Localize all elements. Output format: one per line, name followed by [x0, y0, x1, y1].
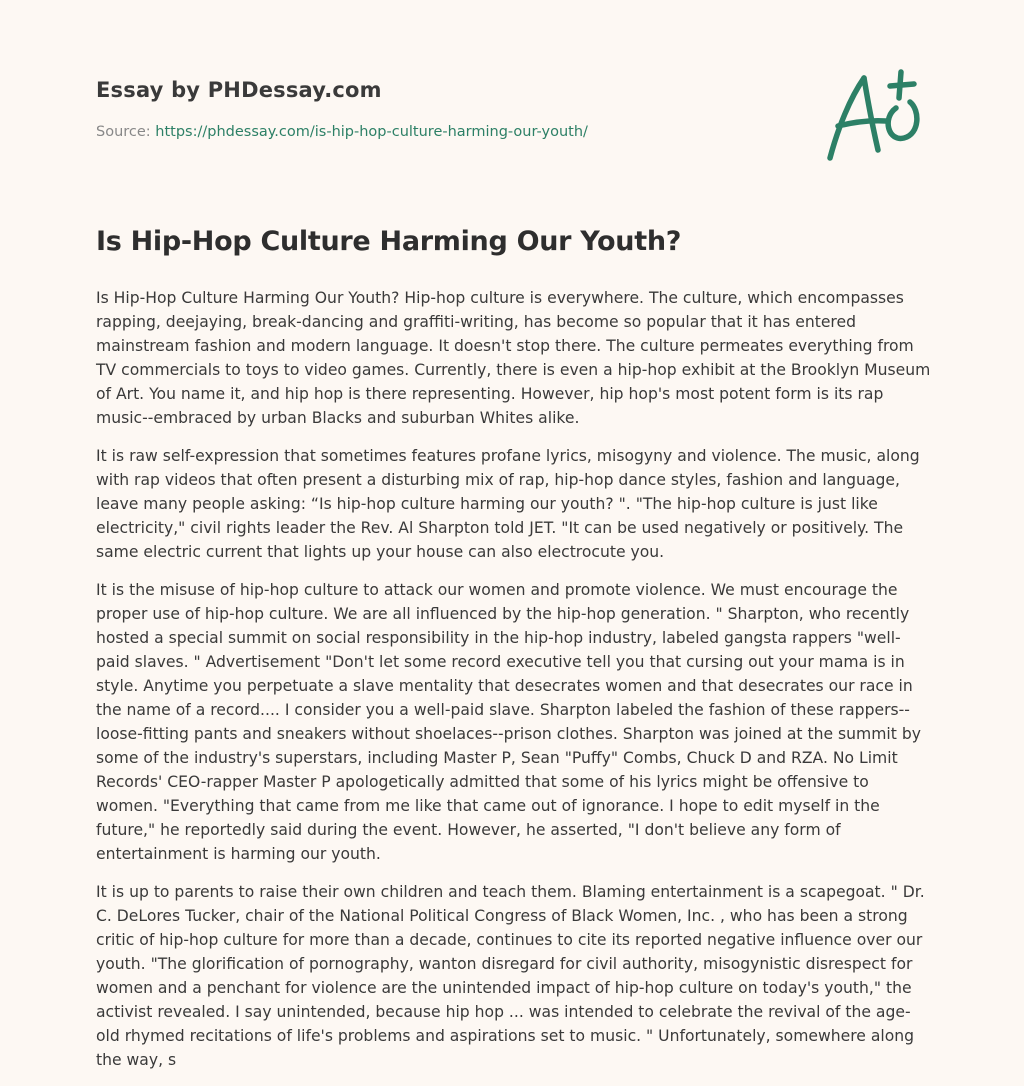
essay-title: Is Hip-Hop Culture Harming Our Youth? — [96, 226, 682, 257]
essay-paragraph: It is up to parents to raise their own children and teach them. Blaming entertainment is a scapegoat. " Dr. C. DeLores Tucker, chair of the National Political Congress of Black Women, Inc. , who has been a strong critic of hip-hop culture for more than a decade, continues to cite its reported negative influence over our youth. "The glorification of pornography, wanton disregard for civil authority, misogynistic disrespect for women and a penchant for violence are the unintended impact of hip-hop culture on today's youth," the activist revealed. I say unintended, because hip hop ... was intended to celebrate the revival of the age-old rhymed recitations of life's problems and aspirations set to music. " Unfortunately, somewhere along the way, s — [96, 883, 925, 1069]
source-line — [96, 124, 588, 140]
source-link[interactable]: https://phdessay.com/is-hip-hop-culture-harming-our-youth/ — [155, 124, 588, 140]
essay-paragraph: Is Hip-Hop Culture Harming Our Youth? Hip-hop culture is everywhere. The culture, which encompasses rapping, deejaying, break-dancing and graffiti-writing, has become so popular that it has entered mainstream fashion and modern language. It doesn't stop there. The culture permeates everything from TV commercials to toys to video games. Currently, there is even a hip-hop exhibit at the Brooklyn Museum of Art. You name it, and hip hop is there representing. However, hip hop's most potent form is its rap music--embraced by urban Blacks and suburban Whites alike. — [96, 289, 931, 427]
a-plus-grade-icon — [820, 66, 930, 166]
essay-body — [96, 286, 932, 1086]
essay-paragraph: It is raw self-expression that sometimes features profane lyrics, misogyny and violence. The music, along with rap videos that often present a disturbing mix of rap, hip-hop dance styles, fashion and language, leave many people asking: “Is hip-hop culture harming our youth? ". "The hip-hop culture is just like electricity," civil rights leader the Rev. Al Sharpton told JET. "It can be used negatively or positively. The same electric current that lights up your house can also electrocute you. — [96, 447, 920, 561]
brand-title: Essay by PHDessay.com — [96, 78, 382, 102]
source-label: Source: — [96, 124, 156, 140]
essay-paragraph: It is the misuse of hip-hop culture to attack our women and promote violence. We must encourage the proper use of hip-hop culture. We are all influenced by the hip-hop generation. " Sharpton, who recently hosted a special summit on social responsibility in the hip-hop industry, labeled gangsta rappers "well-paid slaves. " Advertisement "Don't let some record executive tell you that cursing out your mama is in style. Anytime you perpetuate a slave mentality that desecrates women and that desecrates our race in the name of a record.... I consider you a well-paid slave. Sharpton labeled the fashion of these rappers--loose-fitting pants and sneakers without shoelaces--prison clothes. Sharpton was joined at the summit by some of the industry's superstars, including Master P, Sean "Puffy" Combs, Chuck D and RZA. No Limit Records' CEO-rapper Master P apologetically admitted that some of his lyrics might be offensive to women. "Everything that came from me like that came out of ignorance. I hope to edit myself in the future," he reportedly said during the event. However, he asserted, "I don't believe any form of entertainment is harming our youth. — [96, 581, 921, 863]
